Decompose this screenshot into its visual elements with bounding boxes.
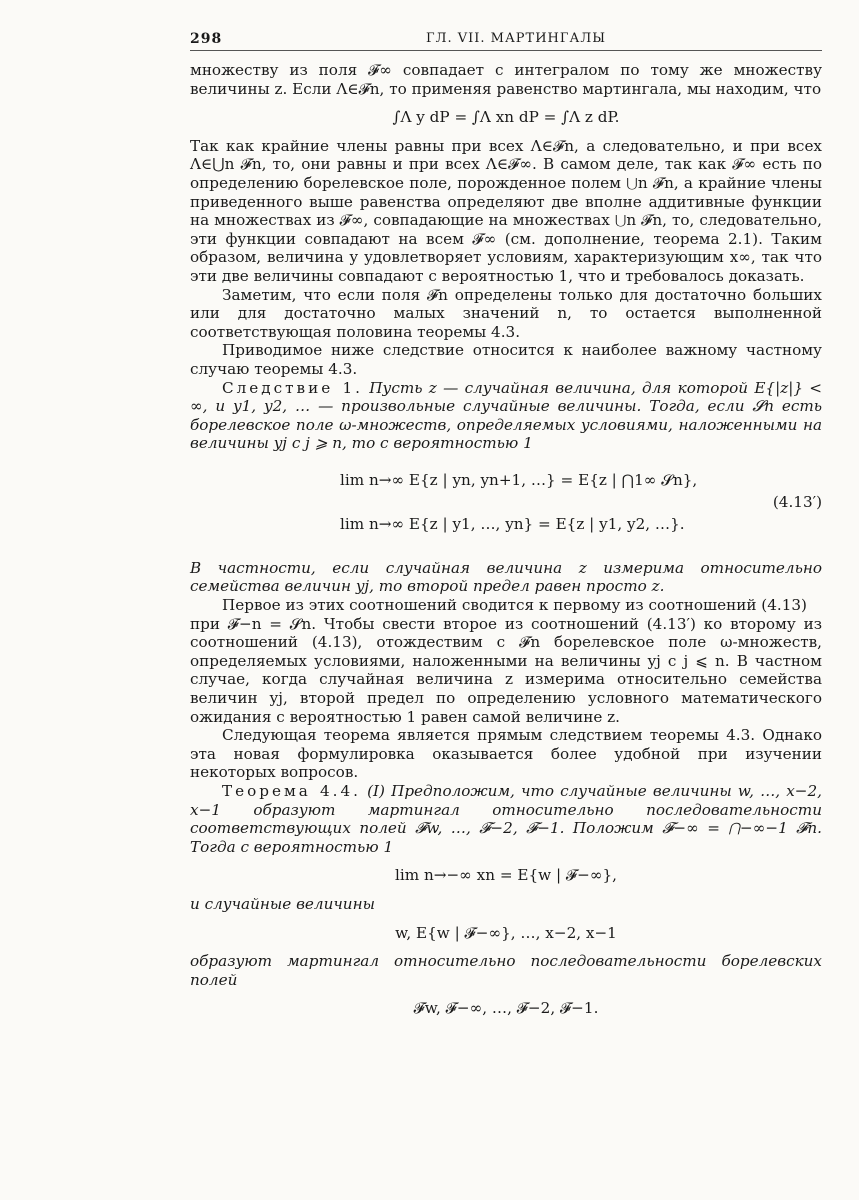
page-number: 298 <box>190 31 223 47</box>
theorem-text: (I) Предположим, что случайные величины w, …, x−2, x−1 образуют мартингал относительно последовательности соответствующих полей 𝓕w, …, 𝓕−2, 𝓕−1. Положим 𝓕−∞ = ⋂−∞−1 𝓕n. Тогда с вероятностью 1 <box>190 782 823 856</box>
equation-number: (4.13′) <box>772 492 822 511</box>
paragraph: множеству из поля 𝓕∞ совпадает с интегралом по тому же множеству величины z. Если Λ∈𝓕n, то применяя равенство мартингала, мы находим, что <box>190 61 822 98</box>
corollary <box>190 379 822 453</box>
equation-integral: ∫Λ y dP = ∫Λ xn dP = ∫Λ z dP. <box>392 108 620 127</box>
paragraph: Следующая теорема является прямым следствием теоремы 4.3. Однако эта новая формулировка оказывается более удобной при изучении некоторых вопросов. <box>190 726 822 782</box>
corollary-text: Пусть z — случайная величина, для которой E{|z|} < ∞, и y1, y2, … — произвольные случайные величины. Тогда, если 𝓢n есть борелевское поле ω-множеств, определяемых условиями, наложенными на величины yj с j ⩾ n, то с вероятностью 1 <box>190 378 823 453</box>
running-title: ГЛ. VII. МАРТИНГАЛЫ <box>426 31 606 46</box>
equation-lim-minus: lim n→−∞ xn = E{w | 𝓕−∞}, <box>395 866 617 885</box>
equation-block <box>190 459 822 551</box>
paragraph: Так как крайние члены равны при всех Λ∈𝓕n, а следовательно, и при всех Λ∈⋃n 𝓕n, то, они равны и при всех Λ∈𝓕∞. В самом деле, так как 𝓕∞ есть по определению борелевское поле, порожденное полем ⋃n 𝓕n, а крайние члены приведенного выше равенства определяют две вполне аддитивные функции на множествах из 𝓕∞, совпадающие на множествах ⋃n 𝓕n, то, следовательно, эти функции совпадают на всем 𝓕∞ (см. дополнение, теорема 2.1). Таким образом, величина y удовлетворяет условиям, характеризующим x∞, так что эти две величины совпадают с вероятностью 1, что и требовалось доказать. <box>190 136 822 285</box>
paragraph: Заметим, что если поля 𝓕n определены только для достаточно больших или для достаточно малых значений n, то остается выполненной соответствующая половина теоремы 4.3. <box>190 285 822 341</box>
theorem <box>190 782 822 856</box>
page <box>190 28 822 1028</box>
corollary-remark: В частности, если случайная величина z измерима относительно семейства величин yj, то второй предел равен просто z. <box>190 558 822 596</box>
theorem-end: образуют мартингал относительно последовательности борелевских полей <box>190 952 822 989</box>
paragraph: Первое из этих соотношений сводится к первому из соотношений (4.13) <box>222 596 807 615</box>
theorem-label: Теорема 4.4. <box>222 782 361 800</box>
page-header <box>190 28 822 51</box>
equation-fields: 𝓕w, 𝓕−∞, …, 𝓕−2, 𝓕−1. <box>413 999 599 1018</box>
equation-lim-2: lim n→∞ E{z | y1, …, yn} = E{z | y1, y2, …}. <box>340 514 685 533</box>
equation-lim-1: lim n→∞ E{z | yn, yn+1, …} = E{z | ⋂1∞ 𝓢n}, <box>340 470 698 489</box>
paragraph: при 𝓕−n = 𝓢n. Чтобы свести второе из соотношений (4.13′) ко второму из соотношений (4.13), отождествим с 𝓕n борелевское поле ω-множеств, определяемых условиями, наложенными на величины yj с j ⩽ n. В частном случае, когда случайная величина z измерима относительно семейства величин yj, второй предел по определению условного математического ожидания с вероятностью 1 равен самой величине z. <box>190 614 822 726</box>
corollary-label: Следствие 1. <box>222 378 363 397</box>
theorem-mid: и случайные величины <box>190 894 375 913</box>
equation-sequence: w, E{w | 𝓕−∞}, …, x−2, x−1 <box>395 923 617 942</box>
paragraph: Приводимое ниже следствие относится к наиболее важному частному случаю теоремы 4.3. <box>190 341 822 378</box>
